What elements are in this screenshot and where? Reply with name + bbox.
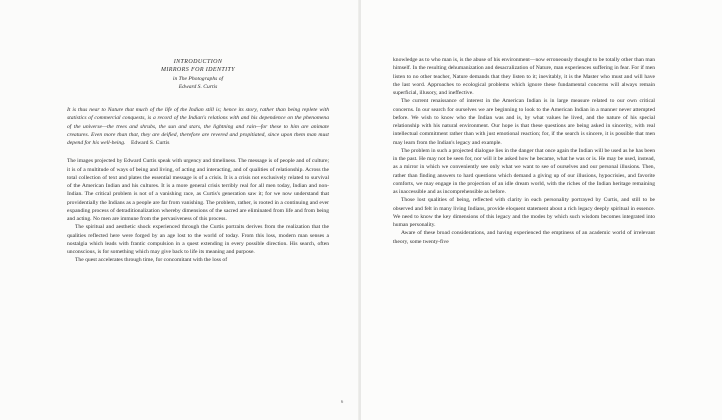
epigraph-attribution: Edward S. Curtis xyxy=(131,140,170,147)
epigraph-text: It is thus near to Nature that much of the life of the Indian still is; hence its story, rather than being replete with statistics of commercial conquests, is a record of the Indian's relations with and his dependence on the phenomena of the universe—the trees and shrubs, the sun and stars, the lightning and rain—for these to him are animate creatures. Even more than that, they are deified, therefore are revered and propitiated, since upon them man must depend for his well-being. xyxy=(67,107,329,147)
paragraph: The problem in such a projected dialogue lies in the danger that once again the Indian will be used as he has been in the past. He may not be seen for, nor will it be asked how he became, what he was or is. He may be used, instead, as a mirror in which we conveniently see only what we want to see of ourselves and our personal illusions. Then, rather than finding answers to hard questions which demand a giving up of our illusions, hypocrisies, and favorite comforts, we may engage in the projection of an idle dream world, with the riches of the Indian heritage remaining as inaccessible and as incomprehensible as before. xyxy=(393,147,655,195)
heading-line-4: Edward S. Curtis xyxy=(178,83,218,90)
right-page xyxy=(361,0,722,420)
left-page xyxy=(0,0,360,420)
paragraph: The images projected by Edward Curtis speak with urgency and timeliness. The message is of people and of culture; it is of a multitude of ways of being and living, of acting and interacting, and of qualities of relationship. Across the total collection of text and plates the essential message is of a crisis. It is a crisis not exclusively related to survival of the American Indian and his cultures. It is a more general crisis terribly real for all men today, Indian and non-Indian. The critical problem is not of a vanishing race, as Curtis's generation saw it; for we now understand that providentially the Indians as a people are far from vanishing. The problem, rather, is rooted in a continuing and ever expanding process of detraditionalization whereby dimensions of the sacred are eliminated from life and from being and acting. No men are immune from the pervasiveness of this process. xyxy=(67,158,329,223)
right-column xyxy=(393,56,655,246)
paragraph: knowledge as to who man is, is the abuse of his environment—now erroneously thought to be totally other than man himself. In the resulting dehumanization and desacralization of Nature, man experiences suffering in fear. For if men listen to no other teacher, Nature demands that they listen to it; inevitably, it is the Master who must and will have the last word. Approaches to ecological problems which ignore these fundamental concerns will always remain superficial, illusory, and ineffective. xyxy=(393,57,655,96)
chapter-heading xyxy=(67,58,329,91)
paragraph: The current renaissance of interest in the American Indian is in large measure related to our own critical concerns. In our search for ourselves we are beginning to look to the American Indian in a manner never attempted before. We wish to know who the Indian was and is, by what values he lived, and the nature of his special relationship with his natural environment. Our hope is that these questions are being asked in sincerity, with real intellectual commitment rather than with just emotional reaction; for, if the search is sincere, it is possible that men may learn from the Indian's legacy and example. xyxy=(393,98,655,146)
page-number: 6 xyxy=(341,399,344,404)
epigraph xyxy=(67,106,329,147)
left-column xyxy=(67,58,329,265)
left-body xyxy=(67,157,329,264)
paragraph: The quest accelerates through time, for concomitant with the loss of xyxy=(75,257,228,264)
paragraph: Aware of these broad considerations, and having experienced the emptiness of an academic world of irrelevant theory, some twenty-five xyxy=(393,230,655,245)
paragraph: Those lost qualities of being, reflected with clarity in each personality portrayed by Curtis, and still to be observed and felt in many living Indians, provide eloquent statement about a rich legacy deeply spiritual in essence. We need to know the key dimensions of this legacy and the modes by which such wisdom becomes integrated into human personality. xyxy=(393,197,655,228)
heading-line-1: INTRODUCTION xyxy=(173,59,223,65)
heading-line-2: MIRRORS FOR IDENTITY xyxy=(161,67,235,74)
heading-line-3: in The Photographs of xyxy=(172,75,224,82)
paragraph: The spiritual and aesthetic shock experienced through the Curtis portraits derives from the realization that the qualities reflected here were forged by an age lost to the world of today. From this loss, modern man senses a nostalgia which leads with frantic compulsion in a quest extending in every possible direction. His search, often unconscious, is for something which may give back to life its meaning and purpose. xyxy=(67,224,329,256)
